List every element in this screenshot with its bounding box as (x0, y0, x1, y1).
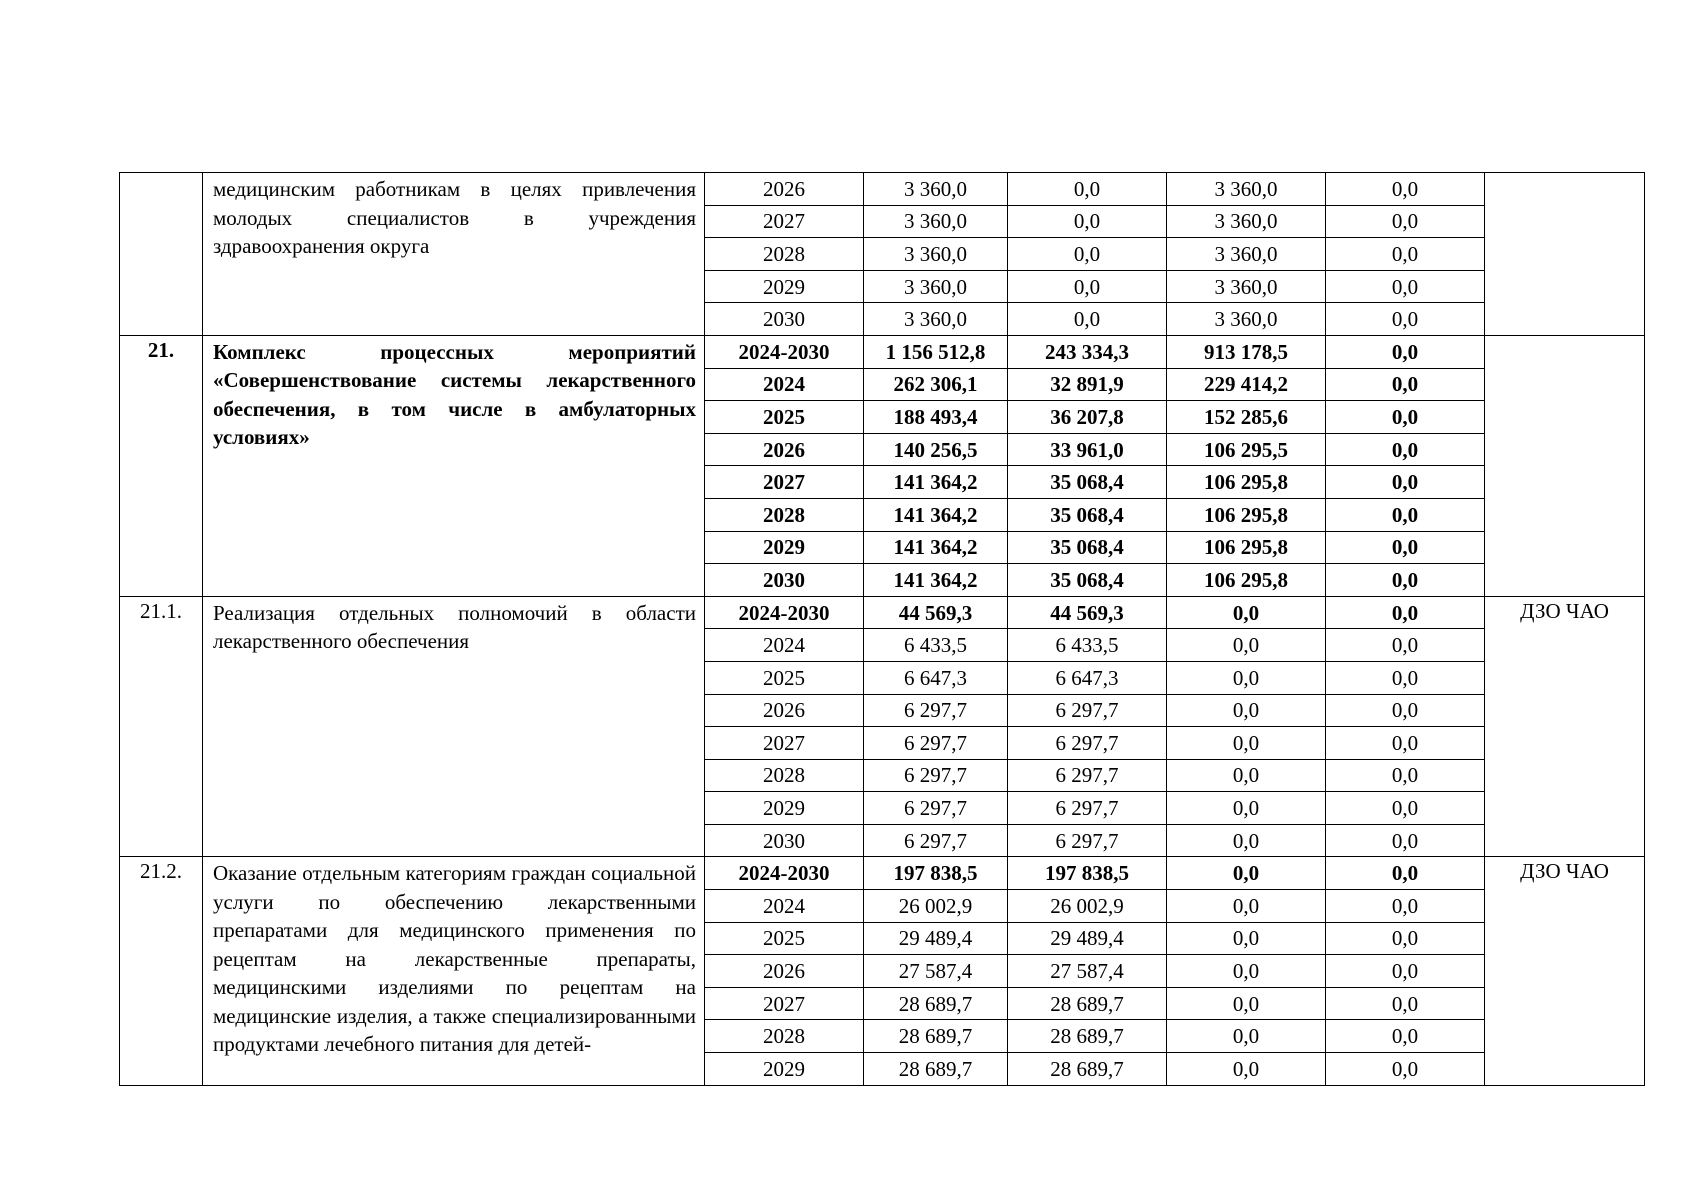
amount-cell: 0,0 (1008, 303, 1167, 336)
year-cell: 2024-2030 (705, 596, 864, 629)
year-cell: 2024 (705, 629, 864, 662)
amount-cell: 3 360,0 (1167, 173, 1326, 206)
table-row (120, 173, 1645, 206)
total-cell: 3 360,0 (864, 238, 1008, 271)
year-cell: 2026 (705, 433, 864, 466)
year-cell: 2030 (705, 824, 864, 857)
amount-cell: 197 838,5 (1008, 857, 1167, 890)
amount-cell: 106 295,8 (1167, 466, 1326, 499)
total-cell: 44 569,3 (864, 596, 1008, 629)
total-cell: 141 364,2 (864, 466, 1008, 499)
total-cell: 28 689,7 (864, 1020, 1008, 1053)
year-cell: 2024-2030 (705, 857, 864, 890)
year-cell: 2025 (705, 661, 864, 694)
year-cell: 2024 (705, 890, 864, 923)
amount-cell: 0,0 (1326, 335, 1485, 368)
amount-cell: 0,0 (1167, 1020, 1326, 1053)
amount-cell: 0,0 (1326, 368, 1485, 401)
amount-cell: 33 961,0 (1008, 433, 1167, 466)
amount-cell: 913 178,5 (1167, 335, 1326, 368)
amount-cell: 0,0 (1326, 759, 1485, 792)
total-cell: 29 489,4 (864, 922, 1008, 955)
amount-cell: 28 689,7 (1008, 1053, 1167, 1086)
year-cell: 2026 (705, 173, 864, 206)
year-cell: 2028 (705, 1020, 864, 1053)
total-cell: 3 360,0 (864, 303, 1008, 336)
amount-cell: 0,0 (1326, 401, 1485, 434)
amount-cell: 0,0 (1326, 531, 1485, 564)
amount-cell: 3 360,0 (1167, 270, 1326, 303)
amount-cell: 28 689,7 (1008, 1020, 1167, 1053)
amount-cell: 36 207,8 (1008, 401, 1167, 434)
amount-cell: 32 891,9 (1008, 368, 1167, 401)
amount-cell: 0,0 (1326, 629, 1485, 662)
amount-cell: 35 068,4 (1008, 564, 1167, 597)
amount-cell: 3 360,0 (1167, 205, 1326, 238)
amount-cell: 0,0 (1008, 205, 1167, 238)
year-cell: 2026 (705, 694, 864, 727)
row-name: Реализация отдельных полномочий в области лекарственного обеспечения (203, 596, 705, 857)
amount-cell: 44 569,3 (1008, 596, 1167, 629)
total-cell: 26 002,9 (864, 890, 1008, 923)
amount-cell: 6 647,3 (1008, 661, 1167, 694)
amount-cell: 6 433,5 (1008, 629, 1167, 662)
total-cell: 28 689,7 (864, 1053, 1008, 1086)
year-cell: 2024-2030 (705, 335, 864, 368)
year-cell: 2028 (705, 498, 864, 531)
amount-cell: 0,0 (1326, 303, 1485, 336)
amount-cell: 0,0 (1167, 824, 1326, 857)
executor-cell: ДЗО ЧАО (1485, 857, 1645, 1085)
table-row (120, 335, 1645, 368)
total-cell: 6 297,7 (864, 694, 1008, 727)
amount-cell: 0,0 (1326, 238, 1485, 271)
year-cell: 2025 (705, 922, 864, 955)
total-cell: 6 297,7 (864, 824, 1008, 857)
amount-cell: 0,0 (1326, 498, 1485, 531)
total-cell: 6 297,7 (864, 727, 1008, 760)
total-cell: 141 364,2 (864, 564, 1008, 597)
total-cell: 6 433,5 (864, 629, 1008, 662)
amount-cell: 0,0 (1167, 890, 1326, 923)
table-body (120, 173, 1645, 1086)
total-cell: 6 297,7 (864, 759, 1008, 792)
row-number (120, 173, 203, 336)
amount-cell: 0,0 (1167, 759, 1326, 792)
total-cell: 3 360,0 (864, 205, 1008, 238)
year-cell: 2024 (705, 368, 864, 401)
amount-cell: 0,0 (1326, 1020, 1485, 1053)
amount-cell: 229 414,2 (1167, 368, 1326, 401)
executor-cell: ДЗО ЧАО (1485, 596, 1645, 857)
amount-cell: 0,0 (1167, 857, 1326, 890)
budget-table (119, 172, 1645, 1086)
year-cell: 2028 (705, 238, 864, 271)
year-cell: 2029 (705, 1053, 864, 1086)
year-cell: 2025 (705, 401, 864, 434)
amount-cell: 0,0 (1326, 466, 1485, 499)
total-cell: 140 256,5 (864, 433, 1008, 466)
amount-cell: 0,0 (1326, 987, 1485, 1020)
amount-cell: 35 068,4 (1008, 498, 1167, 531)
amount-cell: 3 360,0 (1167, 238, 1326, 271)
amount-cell: 0,0 (1167, 1053, 1326, 1086)
year-cell: 2029 (705, 270, 864, 303)
amount-cell: 0,0 (1326, 205, 1485, 238)
amount-cell: 0,0 (1326, 1053, 1485, 1086)
amount-cell: 0,0 (1167, 727, 1326, 760)
amount-cell: 0,0 (1326, 433, 1485, 466)
row-number: 21.2. (120, 857, 203, 1085)
total-cell: 262 306,1 (864, 368, 1008, 401)
amount-cell: 0,0 (1008, 238, 1167, 271)
row-name: Комплекс процессных мероприятий «Совершенствование системы лекарственного обеспечения, в том числе в амбулаторных условиях» (203, 335, 705, 596)
table-row (120, 857, 1645, 890)
amount-cell: 0,0 (1326, 890, 1485, 923)
amount-cell: 0,0 (1326, 596, 1485, 629)
amount-cell: 0,0 (1326, 857, 1485, 890)
amount-cell: 35 068,4 (1008, 466, 1167, 499)
amount-cell: 0,0 (1326, 792, 1485, 825)
row-number: 21.1. (120, 596, 203, 857)
total-cell: 188 493,4 (864, 401, 1008, 434)
amount-cell: 0,0 (1326, 270, 1485, 303)
amount-cell: 106 295,5 (1167, 433, 1326, 466)
amount-cell: 0,0 (1167, 955, 1326, 988)
amount-cell: 0,0 (1326, 727, 1485, 760)
amount-cell: 0,0 (1167, 596, 1326, 629)
total-cell: 3 360,0 (864, 270, 1008, 303)
amount-cell: 0,0 (1326, 564, 1485, 597)
year-cell: 2027 (705, 205, 864, 238)
amount-cell: 0,0 (1326, 922, 1485, 955)
amount-cell: 6 297,7 (1008, 759, 1167, 792)
amount-cell: 6 297,7 (1008, 727, 1167, 760)
amount-cell: 152 285,6 (1167, 401, 1326, 434)
amount-cell: 3 360,0 (1167, 303, 1326, 336)
amount-cell: 0,0 (1167, 792, 1326, 825)
year-cell: 2027 (705, 466, 864, 499)
amount-cell: 26 002,9 (1008, 890, 1167, 923)
amount-cell: 106 295,8 (1167, 531, 1326, 564)
amount-cell: 0,0 (1326, 661, 1485, 694)
year-cell: 2026 (705, 955, 864, 988)
amount-cell: 0,0 (1167, 694, 1326, 727)
total-cell: 3 360,0 (864, 173, 1008, 206)
row-name: Оказание отдельным категориям граждан социальной услуги по обеспечению лекарственными препаратами для медицинского применения по рецептам на лекарственные препараты, медицинскими изделиями по рецептам на медицинские изделия, а также специализированными продуктами лечебного питания для детей- (203, 857, 705, 1085)
total-cell: 6 647,3 (864, 661, 1008, 694)
executor-cell (1485, 335, 1645, 596)
total-cell: 28 689,7 (864, 987, 1008, 1020)
total-cell: 6 297,7 (864, 792, 1008, 825)
amount-cell: 243 334,3 (1008, 335, 1167, 368)
year-cell: 2027 (705, 727, 864, 760)
amount-cell: 6 297,7 (1008, 824, 1167, 857)
amount-cell: 0,0 (1167, 922, 1326, 955)
amount-cell: 27 587,4 (1008, 955, 1167, 988)
executor-cell (1485, 173, 1645, 336)
year-cell: 2027 (705, 987, 864, 1020)
amount-cell: 0,0 (1008, 270, 1167, 303)
amount-cell: 29 489,4 (1008, 922, 1167, 955)
row-number: 21. (120, 335, 203, 596)
total-cell: 141 364,2 (864, 498, 1008, 531)
total-cell: 27 587,4 (864, 955, 1008, 988)
amount-cell: 28 689,7 (1008, 987, 1167, 1020)
amount-cell: 106 295,8 (1167, 498, 1326, 531)
year-cell: 2030 (705, 564, 864, 597)
year-cell: 2028 (705, 759, 864, 792)
amount-cell: 0,0 (1008, 173, 1167, 206)
amount-cell: 0,0 (1167, 661, 1326, 694)
year-cell: 2030 (705, 303, 864, 336)
table-row (120, 596, 1645, 629)
amount-cell: 0,0 (1326, 694, 1485, 727)
amount-cell: 6 297,7 (1008, 694, 1167, 727)
amount-cell: 0,0 (1167, 987, 1326, 1020)
year-cell: 2029 (705, 792, 864, 825)
amount-cell: 35 068,4 (1008, 531, 1167, 564)
row-name: медицинским работникам в целях привлечения молодых специалистов в учреждения здравоохранения округа (203, 173, 705, 336)
total-cell: 141 364,2 (864, 531, 1008, 564)
amount-cell: 0,0 (1326, 173, 1485, 206)
total-cell: 1 156 512,8 (864, 335, 1008, 368)
year-cell: 2029 (705, 531, 864, 564)
total-cell: 197 838,5 (864, 857, 1008, 890)
amount-cell: 106 295,8 (1167, 564, 1326, 597)
amount-cell: 0,0 (1326, 824, 1485, 857)
amount-cell: 0,0 (1326, 955, 1485, 988)
amount-cell: 6 297,7 (1008, 792, 1167, 825)
amount-cell: 0,0 (1167, 629, 1326, 662)
